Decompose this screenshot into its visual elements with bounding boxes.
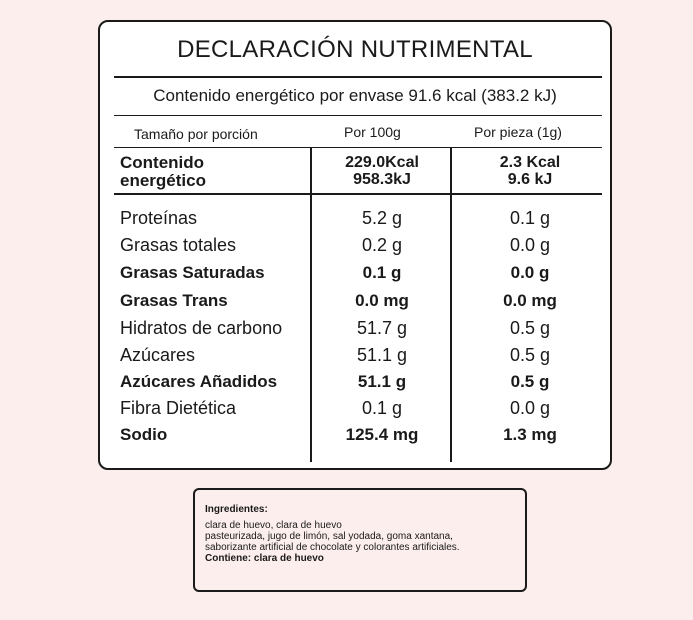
energy-name-line2: energético (120, 171, 206, 190)
row-per-100g: 51.1 g (356, 345, 408, 365)
row-name: Fibra Dietética (120, 398, 237, 418)
ingredients-line-2: pasteurizada, jugo de limón, sal yodada, goma xantana, (205, 531, 453, 542)
header-per-100g: Por 100g (344, 124, 401, 140)
row-name: Grasas totales (120, 235, 237, 255)
energy-divider (114, 115, 602, 116)
energy-per-100g (314, 154, 450, 188)
table-row (100, 421, 610, 448)
table-row (100, 341, 610, 368)
row-name: Grasas Saturadas (120, 263, 265, 282)
ingredients-line-1: clara de huevo, clara de huevo (205, 520, 342, 531)
row-per-piece: 1.3 mg (503, 425, 557, 444)
row-per-piece: 0.5 g (509, 345, 551, 365)
row-per-piece: 0.1 g (509, 208, 551, 228)
row-per-100g: 5.2 g (361, 208, 403, 228)
energy-per-piece (452, 154, 608, 188)
row-name: Azúcares (120, 345, 196, 365)
row-name: Azúcares Añadidos (120, 372, 278, 391)
row-per-piece: 0.0 g (509, 235, 551, 255)
ingredients-line-3: saborizante artificial de chocolate y colorantes artificiales. (205, 542, 460, 553)
row-per-100g: 125.4 mg (345, 425, 419, 444)
row-per-100g: 51.1 g (357, 372, 407, 391)
row-per-100g: 0.2 g (361, 235, 403, 255)
row-per-100g: 0.0 mg (355, 291, 409, 310)
nutrition-label (98, 20, 612, 470)
table-row (100, 259, 610, 286)
row-name: Proteínas (120, 208, 198, 228)
header-per-piece: Por pieza (1g) (474, 124, 562, 140)
allergen-contains: Contiene: clara de huevo (205, 553, 324, 564)
label-title: DECLARACIÓN NUTRIMENTAL (177, 36, 533, 63)
energy-row-divider (114, 193, 602, 195)
row-per-100g: 0.1 g (362, 263, 402, 282)
row-per-100g: 0.1 g (361, 398, 403, 418)
table-row (100, 287, 610, 314)
energy-per-piece-kcal: 2.3 Kcal (499, 154, 561, 171)
row-per-piece: 0.5 g (510, 372, 550, 391)
row-per-piece: 0.5 g (509, 318, 551, 338)
table-row (100, 204, 610, 231)
ingredients-heading: Ingredientes: (205, 504, 268, 515)
energy-row-name (120, 154, 300, 190)
header-divider (114, 147, 602, 148)
row-per-piece: 0.0 g (510, 263, 550, 282)
header-portion: Tamaño por porción (134, 126, 258, 142)
table-row (100, 394, 610, 421)
row-name: Sodio (120, 425, 168, 444)
row-name: Hidratos de carbono (120, 318, 283, 338)
ingredients-box (193, 488, 527, 592)
table-row (100, 368, 610, 395)
table-row (100, 231, 610, 258)
row-per-piece: 0.0 mg (503, 291, 557, 310)
energy-per-package: Contenido energético por envase 91.6 kcal (383.2 kJ) (153, 86, 557, 105)
row-per-100g: 51.7 g (356, 318, 408, 338)
title-divider (114, 76, 602, 78)
energy-per-100g-kj: 958.3kJ (353, 171, 411, 188)
row-per-piece: 0.0 g (509, 398, 551, 418)
energy-per-piece-kj: 9.6 kJ (507, 171, 553, 188)
row-name: Grasas Trans (120, 291, 228, 310)
energy-name-line1: Contenido (120, 153, 205, 172)
table-row (100, 314, 610, 341)
energy-per-100g-kcal: 229.0Kcal (345, 154, 419, 171)
